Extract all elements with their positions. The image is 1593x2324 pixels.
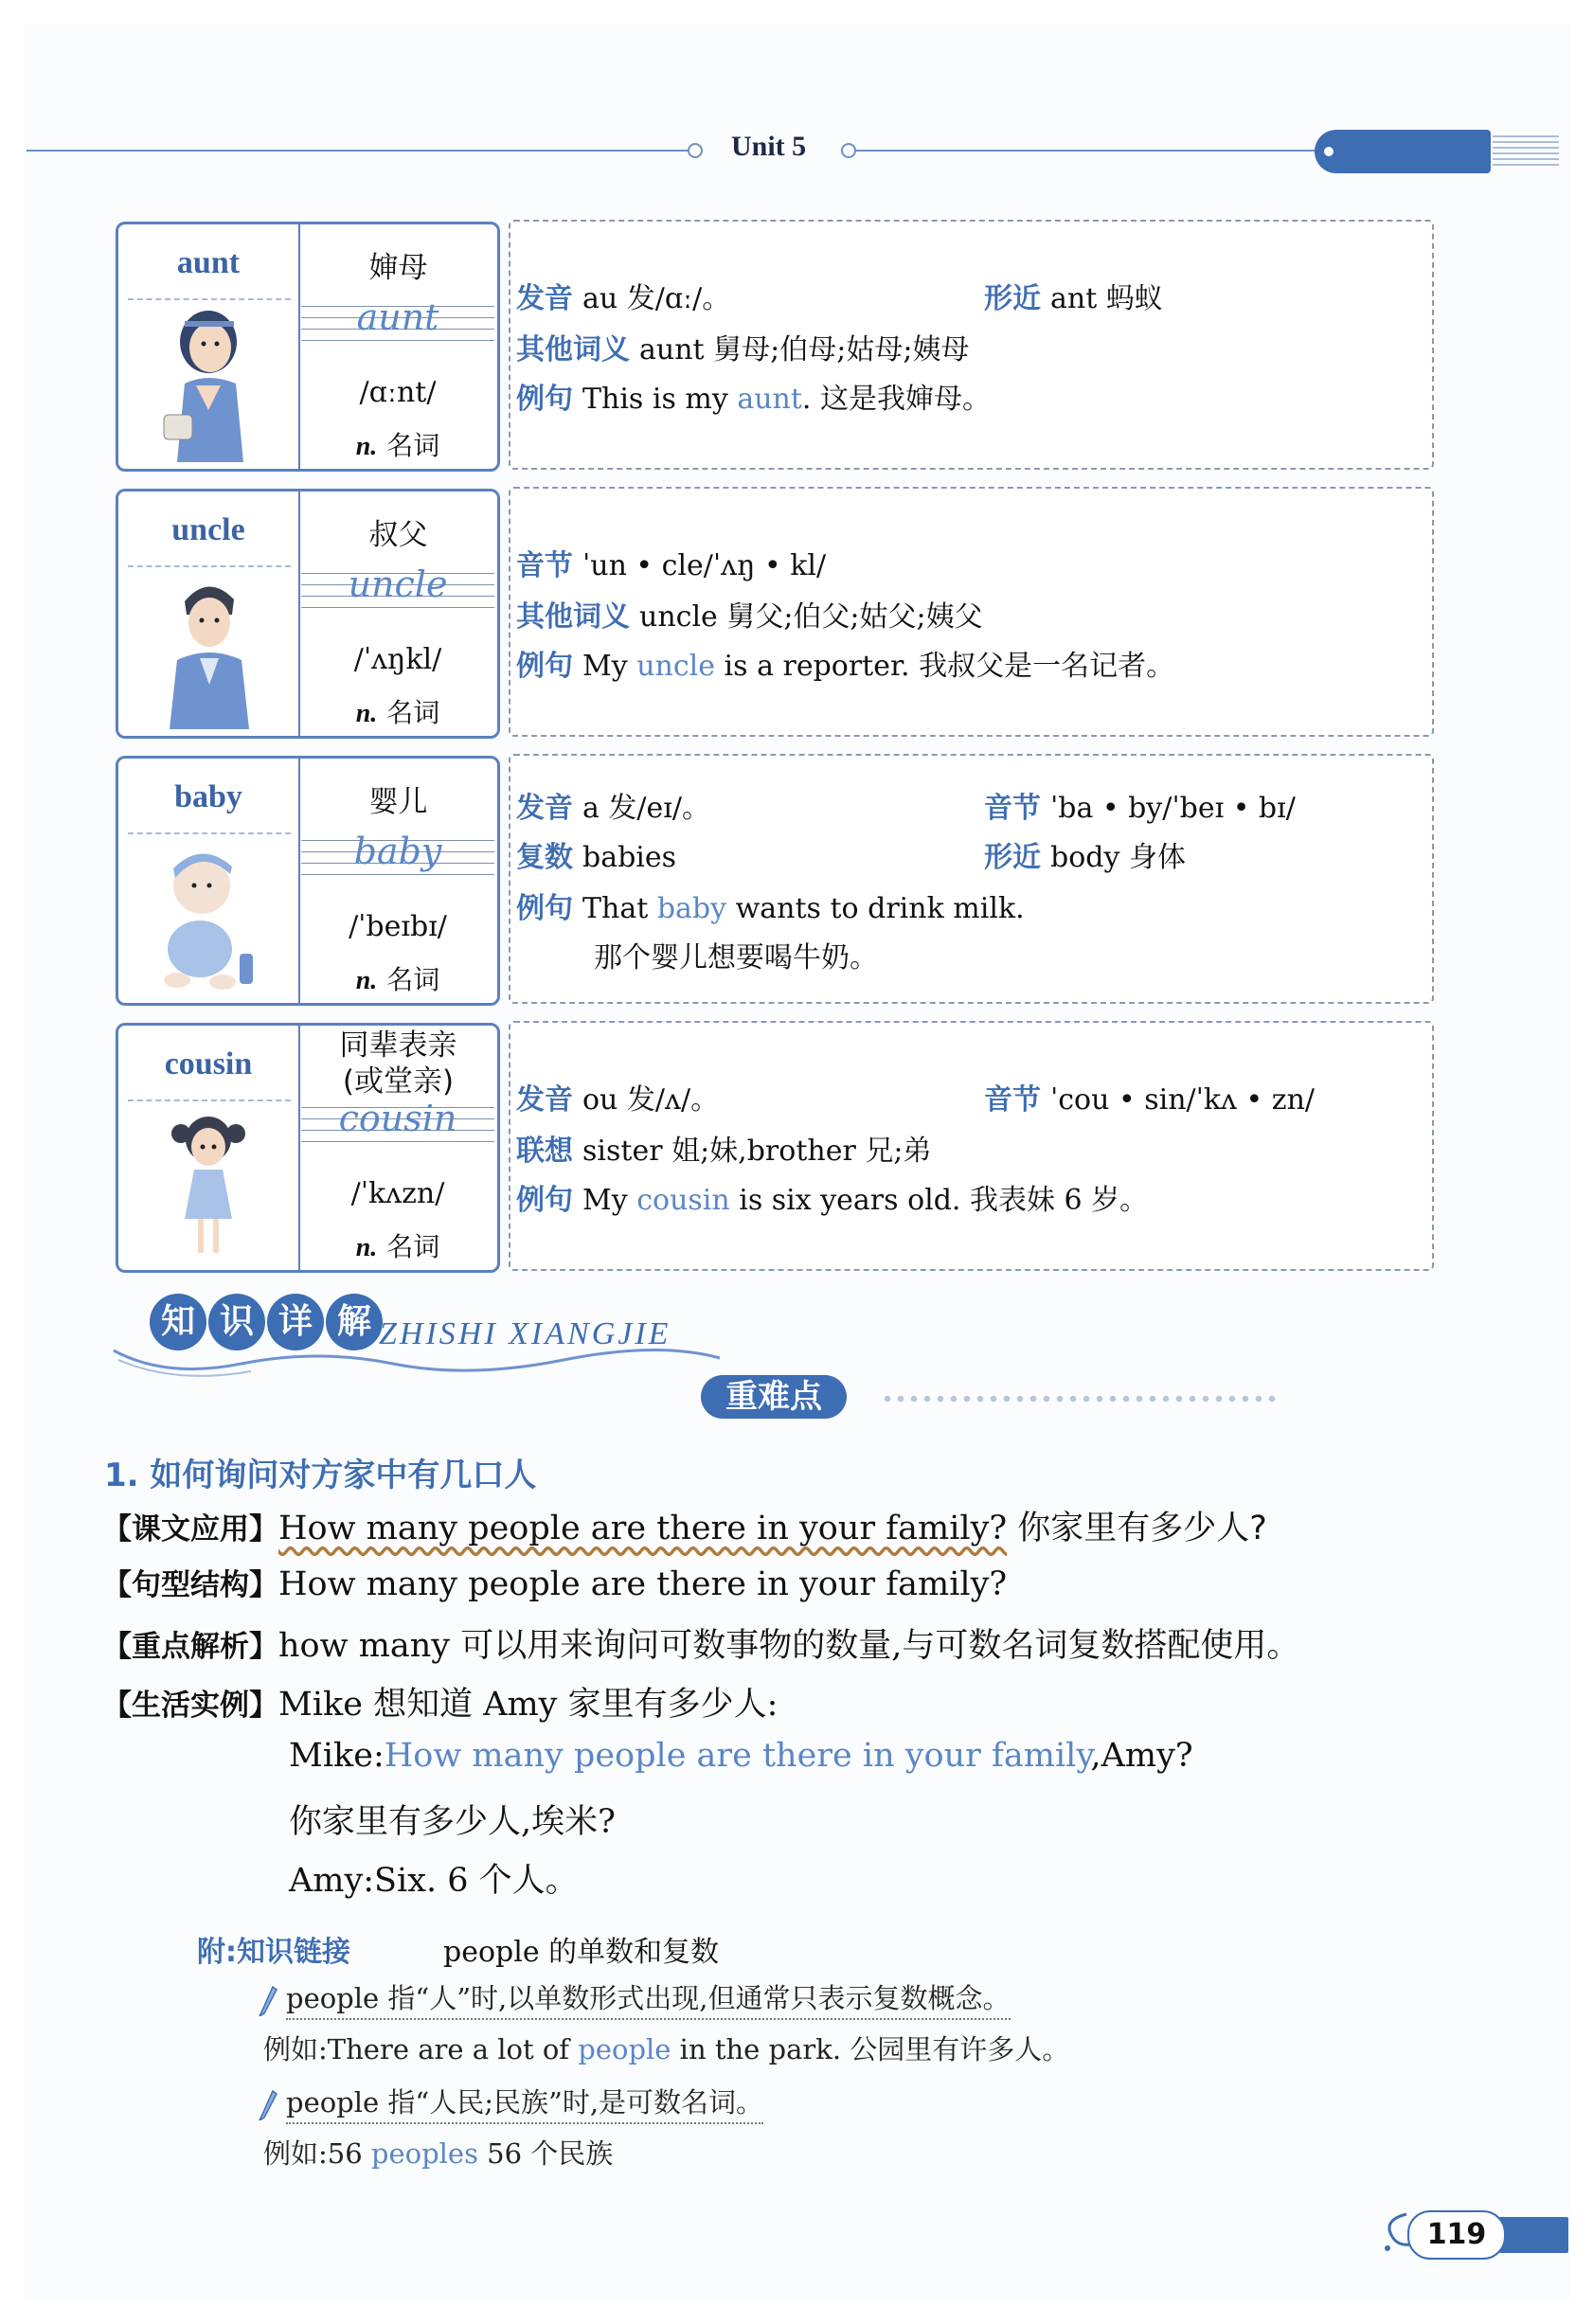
note-line: 音节 ˈcou • sin/ˈkʌ • zn/ [984,1083,1315,1117]
aunt-illustration [156,306,260,462]
row-text-application: 【课文应用】How many people are there in your family? 你家里有多少人? [102,1510,1267,1547]
vocab-pos: n. 名词 [355,1231,440,1262]
vocab-note-aunt [509,220,1434,470]
vocab-word: cousin [164,1046,253,1082]
dialog-amy: Amy:Six. 6 个人。 [289,1862,579,1900]
vocab-handwriting: uncle [348,563,448,605]
vocab-chinese: 婶母 [368,251,428,285]
vocab-card-uncle [116,489,500,739]
cousin-illustration [156,1107,260,1263]
note-line: 发音 au 发/ɑː/。 [516,282,731,315]
note-line: 形近 body 身体 [984,841,1186,874]
vocab-card-cousin [116,1023,500,1273]
section-char: 解 [326,1294,383,1350]
knowledge-link-label: 附:知识链接 [197,1936,350,1969]
pencil-icon [258,1984,278,2016]
section-pinyin: ZHISHI XIANGJIE [379,1316,671,1351]
vocab-note-baby [509,754,1434,1004]
note-line: 发音 ou 发/ʌ/。 [516,1083,720,1117]
difficulty-badge: 重难点 [701,1375,847,1419]
vocab-pos: n. 名词 [355,430,440,461]
vocab-note-uncle [509,487,1434,737]
dialog-mike-translation: 你家里有多少人,埃米? [289,1803,616,1841]
note-example: 例句 My cousin is six years old. 我表妹 6 岁。 [516,1184,1149,1217]
section-char: 知 [150,1294,206,1350]
link-item: people 指“人民;民族”时,是可数名词。 [258,2082,763,2120]
vocab-word: uncle [171,512,245,547]
page-number: 119 [1407,2210,1506,2260]
vocab-card-aunt [116,222,500,472]
header-tab-dot [1324,147,1333,156]
link-item: people 指“人”时,以单数形式出现,但通常只表示复数概念。 [258,1977,1011,2016]
badge-dots [881,1392,1279,1405]
header-rule-right [854,150,1318,152]
section-char: 识 [208,1294,265,1350]
vocab-ipa: /ɑːnt/ [359,376,437,409]
vocab-chinese: 婴儿 [368,785,428,819]
note-line: 音节 ˈun • cle/ˈʌŋ • kl/ [516,549,827,582]
note-example: 例句 That baby wants to drink milk. [516,892,1025,925]
header-tab [1315,130,1491,173]
vocab-ipa: /ˈʌŋkl/ [353,643,442,676]
note-line: 其他词义 uncle 舅父;伯父;姑父;姨父 [516,600,983,634]
vocab-chinese: 同辈表亲 (或堂亲) [339,1028,457,1099]
header-dot-left [688,143,703,158]
header-hatch [1493,135,1559,168]
baby-illustration [156,840,260,996]
note-line: 形近 ant 蚂蚁 [984,282,1163,315]
vocab-handwriting: baby [353,831,442,872]
pencil-icon [258,2088,278,2120]
uncle-illustration [156,573,260,729]
vocab-word: aunt [176,245,241,280]
row-life-example: 【生活实例】Mike 想知道 Amy 家里有多少人: [102,1686,779,1724]
vocab-chinese: 叔父 [368,518,428,552]
vocab-pos: n. 名词 [355,964,440,995]
vocab-ipa: /ˈbeɪbɪ/ [349,910,447,943]
unit-title: Unit 5 [731,131,807,162]
vocab-handwriting: cousin [338,1098,457,1139]
vocab-ipa: /ˈkʌzn/ [350,1177,445,1210]
row-key-analysis: 【重点解析】how many 可以用来询问可数事物的数量,与可数名词复数搭配使用。 [102,1627,1300,1665]
header-rule-left [27,150,689,152]
note-line: 音节 ˈba • by/ˈbeɪ • bɪ/ [984,792,1296,825]
note-example: 例句 This is my aunt. 这是我婶母。 [516,383,991,416]
note-line: 其他词义 aunt 舅母;伯母;姑母;姨母 [516,333,970,366]
note-line: 联想 sister 姐;妹,brother 兄;弟 [516,1135,932,1168]
link-example: 例如:56 peoples 56 个民族 [263,2137,614,2170]
row-sentence-structure: 【句型结构】How many people are there in your family? [102,1565,1008,1603]
note-line: 复数 babies [516,841,677,874]
vocab-handwriting: aunt [356,296,439,338]
knowledge-link-title: people 的单数和复数 [443,1936,720,1969]
vocab-card-baby [116,756,500,1006]
dialog-mike: Mike:How many people are there in your family,Amy? [289,1737,1193,1775]
point-title: 1. 如何询问对方家中有几口人 [104,1457,537,1494]
vocab-note-cousin [509,1021,1434,1271]
link-example: 例如:There are a lot of people in the park. 公园里有许多人。 [263,2033,1070,2065]
vocab-word: baby [174,779,242,814]
vocab-pos: n. 名词 [355,697,440,728]
note-line: 发音 a 发/eɪ/。 [516,792,710,825]
note-example-translation: 那个婴儿想要喝牛奶。 [594,941,878,974]
section-char: 详 [267,1294,324,1350]
note-example: 例句 My uncle is a reporter. 我叔父是一名记者。 [516,650,1175,683]
